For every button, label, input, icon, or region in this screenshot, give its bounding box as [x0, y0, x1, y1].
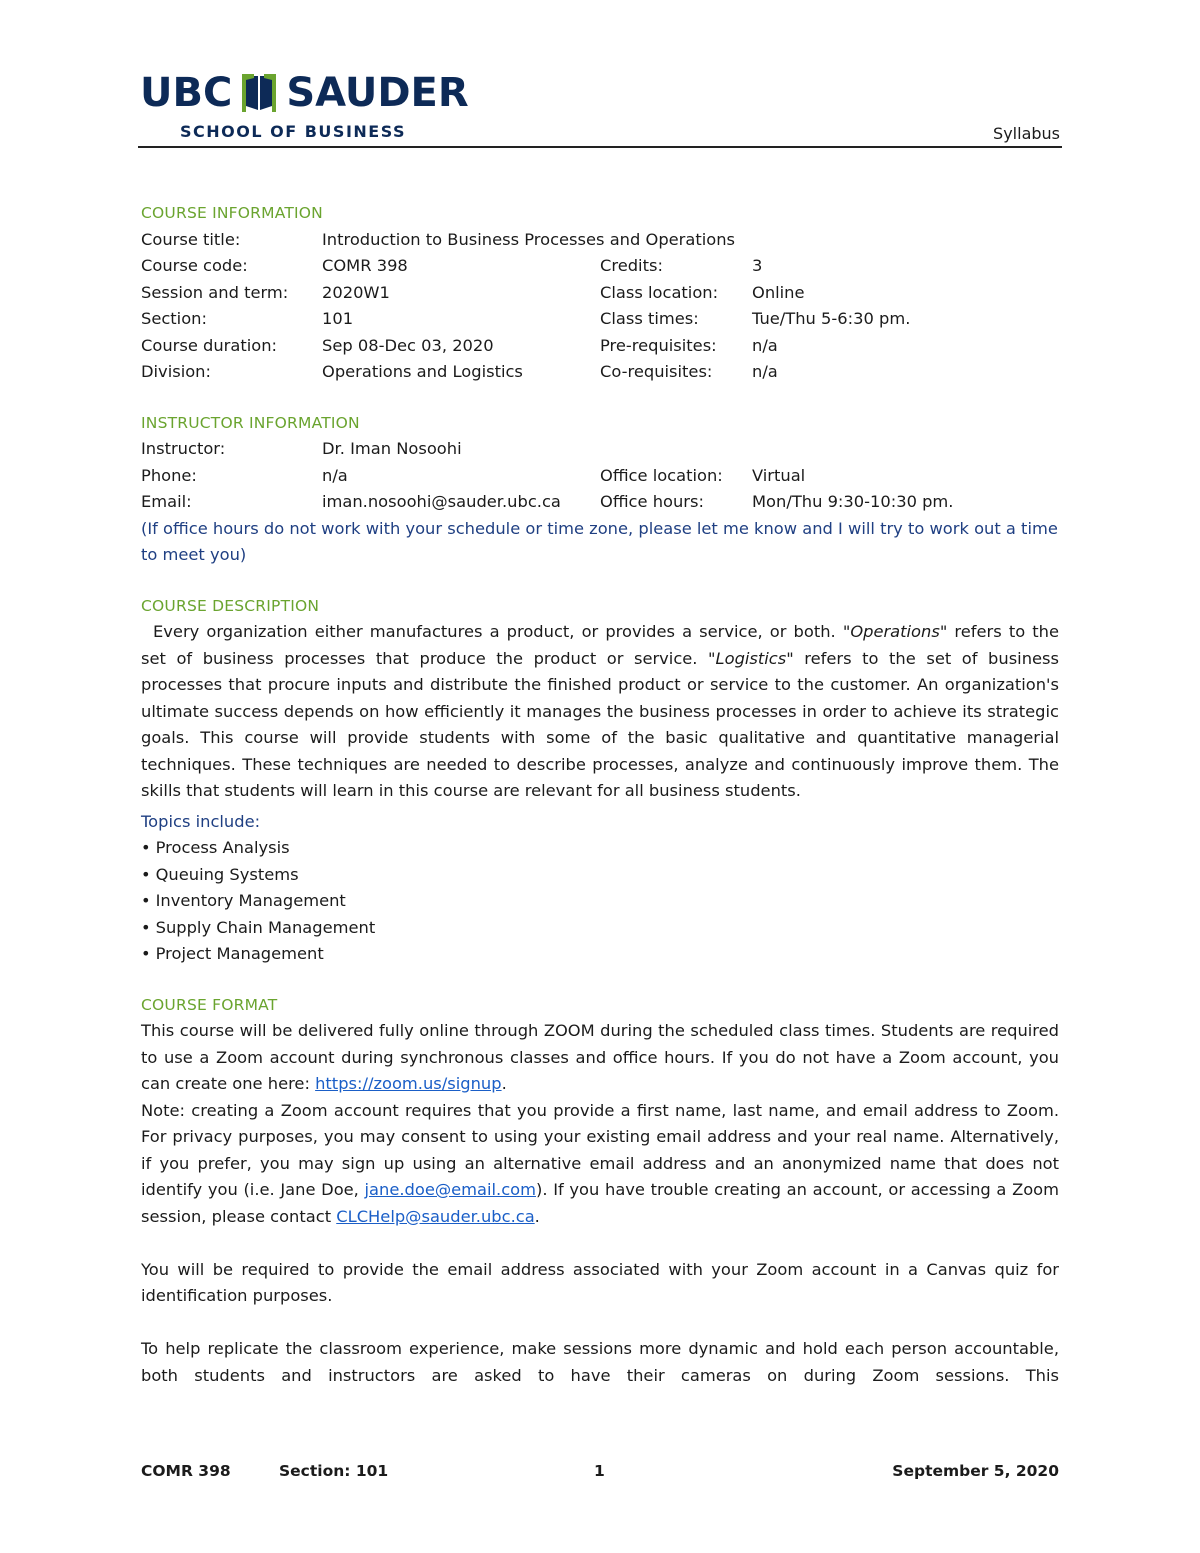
- zoom-note-paragraph: Note: creating a Zoom account requires that you provide a first name, last name, and email address to Zoom. For privacy purposes, you may consent to using your existing email address and your real name. Alternatively, if you prefer, you may sign up using an alternative email address and an anonymized name that does not identify you (i.e. Jane Doe, jane.doe@email.com). If you have trouble creating an account, or accessing a Zoom session, please contact CLCHelp@sauder.ubc.ca.: [141, 1100, 1059, 1226]
- info-label: Pre-requisites:: [600, 335, 717, 355]
- logo-text-sauder: SAUDER: [286, 70, 469, 116]
- info-value: Virtual: [752, 465, 806, 485]
- instructor-label: Instructor:: [141, 439, 226, 458]
- course-info-row: [141, 306, 1059, 333]
- list-item: • Supply Chain Management: [141, 915, 1059, 942]
- ubc-shield-icon: [240, 72, 278, 114]
- info-label: Credits:: [600, 256, 663, 275]
- jane-doe-email-link[interactable]: jane.doe@email.com: [364, 1180, 536, 1199]
- info-value: Sep 08-Dec 03, 2020: [322, 335, 494, 355]
- list-item: • Project Management: [141, 941, 1059, 968]
- ubc-sauder-logo: [140, 68, 470, 146]
- info-value: n/a: [752, 362, 778, 381]
- instructor-email: iman.nosoohi@sauder.ubc.ca: [322, 492, 561, 511]
- zoom-email-paragraph: You will be required to provide the email address associated with your Zoom account in a Canvas quiz for identification purposes.: [141, 1259, 1059, 1305]
- info-label: Course duration:: [141, 335, 278, 355]
- course-info-row: [141, 253, 1059, 280]
- info-label: Email:: [141, 492, 192, 511]
- syllabus-content: [141, 200, 1059, 1389]
- info-label: Division:: [141, 362, 211, 381]
- page-footer: [141, 1462, 1059, 1486]
- course-title-value: Introduction to Business Processes and Operations: [322, 229, 736, 249]
- info-value: 2020W1: [322, 282, 390, 302]
- course-description-heading: COURSE DESCRIPTION: [141, 596, 320, 615]
- header-divider: [138, 146, 1062, 148]
- info-value: Tue/Thu 5-6:30 pm.: [752, 309, 911, 328]
- instructor-info-row: [141, 463, 1059, 490]
- course-format-paragraph: This course will be delivered fully online through ZOOM during the scheduled class times. Students are required to use a Zoom account during synchronous classes and office hours. If you do not have a Zoom account, you can create one here: https://zoom.us/signup.: [141, 1021, 1059, 1093]
- topics-heading: Topics include:: [141, 811, 261, 831]
- document-type-label: Syllabus: [993, 124, 1060, 143]
- info-label: Session and term:: [141, 282, 289, 302]
- info-value: n/a: [322, 465, 348, 485]
- footer-section: Section: 101: [279, 1462, 389, 1480]
- list-item: • Queuing Systems: [141, 862, 1059, 889]
- list-item: • Inventory Management: [141, 888, 1059, 915]
- office-hours-note: (If office hours do not work with your schedule or time zone, please let me know and I will try to work out a time to meet you): [141, 518, 1058, 564]
- info-value: COMR 398: [322, 256, 408, 275]
- info-label: Office location:: [600, 465, 723, 485]
- info-value: Mon/Thu 9:30-10:30 pm.: [752, 492, 954, 511]
- footer-page-number: 1: [594, 1462, 605, 1480]
- instructor-information-heading: INSTRUCTOR INFORMATION: [141, 413, 360, 432]
- footer-course-code: COMR 398: [141, 1462, 231, 1480]
- info-label: Class location:: [600, 282, 719, 302]
- logistics-term: Logistics: [715, 648, 787, 668]
- info-label: Office hours:: [600, 492, 704, 511]
- course-title-row: [141, 227, 1059, 254]
- course-title-label: Course title:: [141, 229, 241, 249]
- info-label: Phone:: [141, 465, 197, 485]
- instructor-info-row: [141, 489, 1059, 516]
- instructor-name: Dr. Iman Nosoohi: [322, 439, 462, 458]
- cameras-paragraph: To help replicate the classroom experience, make sessions more dynamic and hold each person accountable, both students and instructors are asked to have their cameras on during Zoom sessions. This: [141, 1339, 1059, 1385]
- course-info-row: [141, 359, 1059, 386]
- footer-date: September 5, 2020: [892, 1462, 1059, 1480]
- course-info-row: [141, 333, 1059, 360]
- clc-help-email-link[interactable]: CLCHelp@sauder.ubc.ca: [336, 1206, 535, 1226]
- info-value: n/a: [752, 335, 778, 355]
- list-item: • Process Analysis: [141, 835, 1059, 862]
- course-info-row: [141, 280, 1059, 307]
- logo-subtitle: SCHOOL OF BUSINESS: [180, 122, 407, 141]
- course-description-paragraph: Every organization either manufactures a product, or provides a service, or both. "Operations" refers to the set of business processes that produce the product or service. "Logistics" refers to the set of business processes that procure inputs and distribute the finished product or service to the customer. An organization's ultimate success depends on how efficiently it manages the business processes in order to achieve its strategic goals. This course will provide students with some of the basic qualitative and quantitative managerial techniques. These techniques are needed to describe processes, analyze and continuously improve them. The skills that students will learn in this course are relevant for all business students.: [141, 622, 1059, 800]
- info-label: Section:: [141, 309, 207, 328]
- info-label: Course code:: [141, 256, 248, 275]
- info-label: Class times:: [600, 309, 699, 328]
- info-value: Operations and Logistics: [322, 362, 523, 381]
- topics-list: [141, 835, 1059, 968]
- info-label: Co-requisites:: [600, 362, 713, 381]
- course-format-heading: COURSE FORMAT: [141, 995, 278, 1014]
- info-value: 101: [322, 309, 354, 328]
- operations-term: Operations: [850, 622, 940, 641]
- course-information-heading: COURSE INFORMATION: [141, 204, 323, 222]
- instructor-row: [141, 436, 1059, 463]
- info-value: Online: [752, 282, 805, 302]
- info-value: 3: [752, 256, 763, 275]
- zoom-signup-link[interactable]: https://zoom.us/signup: [315, 1074, 502, 1093]
- logo-text-ubc: UBC: [140, 70, 233, 116]
